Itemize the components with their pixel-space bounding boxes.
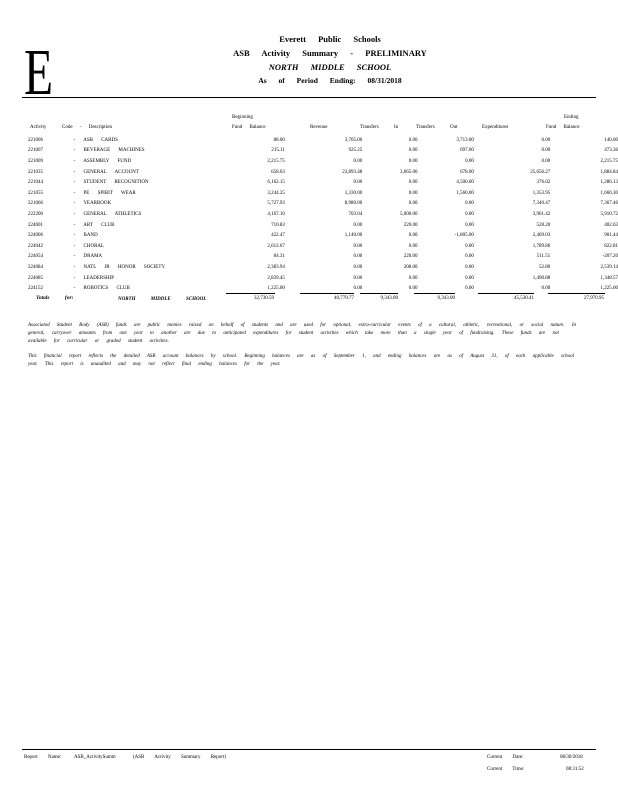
beginning-balance-cell: 2,383.94 (267, 264, 285, 270)
transfers-in-cell: 0.00 (408, 233, 418, 239)
period-ending: As of Period Ending: 08/31/2018 (258, 76, 402, 85)
revenue-cell: 0.00 (353, 158, 363, 164)
transfers-in-cell: 0.00 (408, 286, 418, 292)
activity-code-cell: 224054 (28, 254, 43, 260)
activity-description-cell: - CHORAL (73, 243, 105, 249)
ending-balance-cell: 1,286.13 (600, 180, 618, 186)
transfers-in-cell: 0.00 (408, 190, 418, 196)
table-row (28, 135, 618, 146)
activity-description-cell: - ASB CARDS (73, 137, 118, 143)
total-beginning: 32,730.59 (254, 296, 274, 301)
transfers-out-cell: 678.00 (460, 169, 474, 175)
activity-description-cell: - ASSEMBLY FUND (73, 158, 132, 164)
revenue-cell: 0.00 (353, 243, 363, 249)
transfers-in-cell: 5,000.00 (400, 211, 418, 217)
district-logo-letter: E (24, 36, 54, 109)
transfers-in-cell: 0.00 (408, 243, 418, 249)
activity-description-cell: - BAND (73, 233, 98, 239)
table-row (28, 230, 618, 241)
school-name: NORTH MIDDLE SCHOOL (268, 62, 392, 72)
transfers-out-cell: 697.00 (460, 148, 474, 154)
total-rule (548, 293, 605, 294)
transfers-in-cell: 220.00 (403, 222, 418, 228)
totals-school: NORTH MIDDLE SCHOOL (118, 297, 207, 302)
transfers-out-cell: 4,500.00 (456, 180, 474, 186)
table-row (28, 252, 618, 263)
col-expenditures: Expenditures (482, 125, 509, 130)
transfers-in-cell: 0.00 (408, 275, 418, 281)
ending-balance-cell: 1,348.57 (600, 275, 618, 281)
activity-code-cell: 224001 (28, 222, 43, 228)
report-title: ASB Activity Summary - PRELIMINARY (233, 48, 427, 58)
revenue-cell: 0.00 (353, 222, 363, 228)
activity-description-cell: - GENERAL ATHLETICS (73, 211, 142, 217)
table-row (28, 156, 618, 167)
beginning-balance-cell: 6,162.15 (267, 180, 285, 186)
beginning-balance-cell: 84.31 (273, 254, 285, 260)
ending-balance-cell: 7,367.46 (600, 201, 618, 207)
header-divider (22, 97, 596, 98)
transfers-out-cell: 0.00 (465, 211, 474, 217)
beginning-balance-cell: 2,612.67 (267, 243, 285, 249)
table-row (28, 220, 618, 231)
ending-balance-cell: 2,215.75 (600, 158, 618, 164)
beginning-balance-cell: 2,839.45 (267, 275, 285, 281)
beginning-balance-cell: 2,215.75 (267, 158, 285, 164)
beginning-balance-cell: 4,167.10 (267, 211, 285, 217)
beginning-balance-cell: 215.11 (271, 148, 285, 154)
footer-time-label: Current Time: (487, 767, 525, 772)
activity-code-cell: 224006 (28, 233, 43, 239)
activity-description-cell: - STUDENT RECOGNITION (73, 180, 149, 186)
activity-code-cell: 224042 (28, 243, 43, 249)
expenditures-cell: 52.80 (538, 264, 551, 270)
transfers-in-cell: 0.00 (408, 201, 418, 207)
table-row (28, 199, 618, 210)
footer-time-value: 08:31:52 (566, 767, 584, 772)
activity-code-cell: 224084 (28, 264, 43, 270)
expenditures-cell: 0.00 (541, 148, 551, 154)
col-ending-1: Ending (564, 115, 579, 120)
expenditures-cell: 0.00 (541, 158, 551, 164)
transfers-out-cell: 0.00 (465, 201, 474, 207)
activity-description-cell: - ROBOTICS CLUB (73, 286, 130, 292)
activity-description-cell: - ART CLUB (73, 222, 115, 228)
transfers-out-cell: 0.00 (465, 243, 474, 249)
table-row (28, 241, 618, 252)
col-revenue: Revenue (310, 125, 328, 130)
activity-code-cell: 221044 (28, 180, 43, 186)
revenue-cell: 0.00 (353, 286, 363, 292)
activity-code-cell: 221055 (28, 190, 43, 196)
revenue-cell: 0.00 (353, 254, 363, 260)
col-ending-2: Fund Balance (546, 125, 580, 130)
expenditures-cell: 376.02 (536, 180, 551, 186)
beginning-balance-cell: 658.63 (271, 169, 285, 175)
ending-balance-cell: 2,539.14 (600, 264, 618, 270)
ending-balance-cell: 402.63 (604, 222, 618, 228)
transfers-in-cell: 220.00 (403, 254, 418, 260)
transfers-out-cell: 0.00 (465, 254, 474, 260)
expenditures-cell: 1,353.95 (532, 190, 551, 196)
activity-code-cell: 221009 (28, 158, 43, 164)
beginning-balance-cell: 88.00 (273, 137, 285, 143)
total-rule (226, 293, 275, 294)
transfers-in-cell: 0.00 (408, 180, 418, 186)
transfers-out-cell: -1,805.00 (454, 233, 474, 239)
table-row (28, 167, 618, 178)
expenditures-cell: 1,490.88 (532, 275, 551, 281)
revenue-cell: 1,330.00 (344, 190, 363, 196)
expenditures-cell: 0.00 (541, 286, 551, 292)
total-ending: 27,970.95 (584, 296, 604, 301)
activity-code-cell: 221066 (28, 201, 43, 207)
district-name: Everett Public Schools (279, 34, 381, 44)
revenue-cell: 703.04 (348, 211, 363, 217)
beginning-balance-cell: 1,225.00 (267, 286, 285, 292)
ending-balance-cell: 1,884.84 (600, 169, 618, 175)
total-transfers-in: 9,343.00 (380, 296, 398, 301)
transfers-in-cell: 0.00 (408, 137, 418, 143)
revenue-cell: 0.00 (353, 264, 363, 270)
footer-report-desc: (ASB Activity Summary Report) (133, 755, 226, 760)
table-row (28, 177, 618, 188)
col-beginning-2: Fund Balance (232, 125, 266, 130)
totals-label: Totals for: (36, 295, 74, 301)
revenue-cell: 0.00 (353, 180, 363, 186)
revenue-cell: 0.00 (353, 275, 363, 281)
col-activity: Activity (30, 125, 47, 130)
table-row (28, 188, 618, 199)
activity-description-cell: - PE SPIRIT WEAR (73, 190, 136, 196)
activity-code-cell: 224085 (28, 275, 43, 281)
ending-balance-cell: 1,225.00 (600, 286, 618, 292)
activity-description-cell: - LEADERSHIP (73, 275, 115, 281)
total-rule (300, 293, 354, 294)
activity-description-cell: - BEVERAGE MACHINES (73, 148, 145, 154)
table-row (28, 262, 618, 273)
beginning-balance-cell: 3,244.25 (267, 190, 285, 196)
table-row (28, 146, 618, 157)
ending-balance-cell: 5,910.72 (600, 211, 618, 217)
transfers-out-cell: 0.00 (465, 264, 474, 270)
expenditures-cell: 7,340.47 (532, 201, 551, 207)
expenditures-cell: 511.51 (536, 254, 551, 260)
total-revenue: 40,770.77 (334, 296, 354, 301)
footer-divider (22, 749, 596, 750)
ending-balance-cell: 901.44 (604, 233, 618, 239)
col-transfers-in: Transfers In (360, 125, 399, 130)
ending-balance-cell: -207.20 (602, 254, 618, 260)
revenue-cell: 8,980.00 (344, 201, 363, 207)
note-paragraph-1: Associated Student Body (ASB) funds are public monies raised on behalf of students and are used for optional, extra-curricular events of a cultural, athletic, recreational, or social nature. In general, carryover amounts from one year to another are due to anticipated expenditures for student activities which take more than a single year of fundraising. These funds are not available for curricular or graded student activities. (28, 323, 576, 344)
note-paragraph-2: This financial report reflects the detailed ASB account balances by school. Beginning balances are as of September 1, and ending balances are as of August 31, of each applicable school year. This report is unaudited and may not reflect final ending balances for the year. (28, 354, 575, 367)
expenditures-cell: 0.00 (541, 137, 551, 143)
activity-description-cell: - DRAMA (73, 254, 103, 260)
table-row (28, 209, 618, 220)
transfers-out-cell: 1,560.00 (456, 190, 474, 196)
expenditures-cell: 25,656.27 (530, 169, 551, 175)
col-transfers-out: Transfers Out (416, 125, 458, 130)
transfers-in-cell: 0.00 (408, 148, 418, 154)
activity-description-cell: - YEARBOOK (73, 201, 112, 207)
activity-description-cell: - GENERAL ACCOUNT (73, 169, 139, 175)
ending-balance-cell: 822.81 (604, 243, 618, 249)
activity-code-cell: 221006 (28, 137, 43, 143)
expenditures-cell: 3,961.42 (532, 211, 551, 217)
revenue-cell: 1,140.00 (344, 233, 363, 239)
footer-report-label: Report Name: (24, 755, 62, 760)
transfers-out-cell: 0.00 (465, 275, 474, 281)
expenditures-cell: 2,469.03 (532, 233, 551, 239)
total-expenditures: 45,530.41 (514, 296, 534, 301)
table-row (28, 273, 618, 284)
footer-date-label: Current Date: (487, 755, 524, 760)
total-rule (414, 293, 455, 294)
total-rule (478, 293, 534, 294)
transfers-in-cell: 208.00 (403, 264, 418, 270)
transfers-out-cell: 0.00 (465, 158, 474, 164)
revenue-cell: 3,765.00 (344, 137, 363, 143)
transfers-in-cell: 0.00 (408, 158, 418, 164)
transfers-in-cell: 3,665.00 (400, 169, 418, 175)
activity-code-cell: 221007 (28, 148, 43, 154)
beginning-balance-cell: 422.47 (271, 233, 285, 239)
activity-code-cell: 222200 (28, 211, 43, 217)
expenditures-cell: 1,789.86 (532, 243, 551, 249)
col-beginning-1: Beginning (232, 115, 253, 120)
expenditures-cell: 528.20 (536, 222, 551, 228)
footer-report-name: ASB_ActivitySumm (74, 755, 116, 760)
ending-balance-cell: 1,660.30 (600, 190, 618, 196)
revenue-cell: 925.25 (348, 148, 363, 154)
activity-code-cell: 224152 (28, 286, 43, 292)
transfers-out-cell: 0.00 (465, 286, 474, 292)
beginning-balance-cell: 710.83 (271, 222, 285, 228)
activity-description-cell: - NATL JR HONOR SOCIETY (73, 264, 166, 270)
total-transfers-out: 9,343.00 (437, 296, 455, 301)
revenue-cell: 23,893.48 (342, 169, 363, 175)
col-code-desc: Code - Description (62, 125, 113, 130)
beginning-balance-cell: 5,727.93 (267, 201, 285, 207)
ending-balance-cell: 473.36 (604, 148, 618, 154)
activity-table (28, 135, 618, 294)
ending-balance-cell: 140.00 (604, 137, 618, 143)
activity-code-cell: 221035 (28, 169, 43, 175)
total-rule (360, 293, 398, 294)
footer-date-value: 08/30/2018 (560, 755, 583, 760)
transfers-out-cell: 3,713.00 (456, 137, 474, 143)
transfers-out-cell: 0.00 (465, 222, 474, 228)
